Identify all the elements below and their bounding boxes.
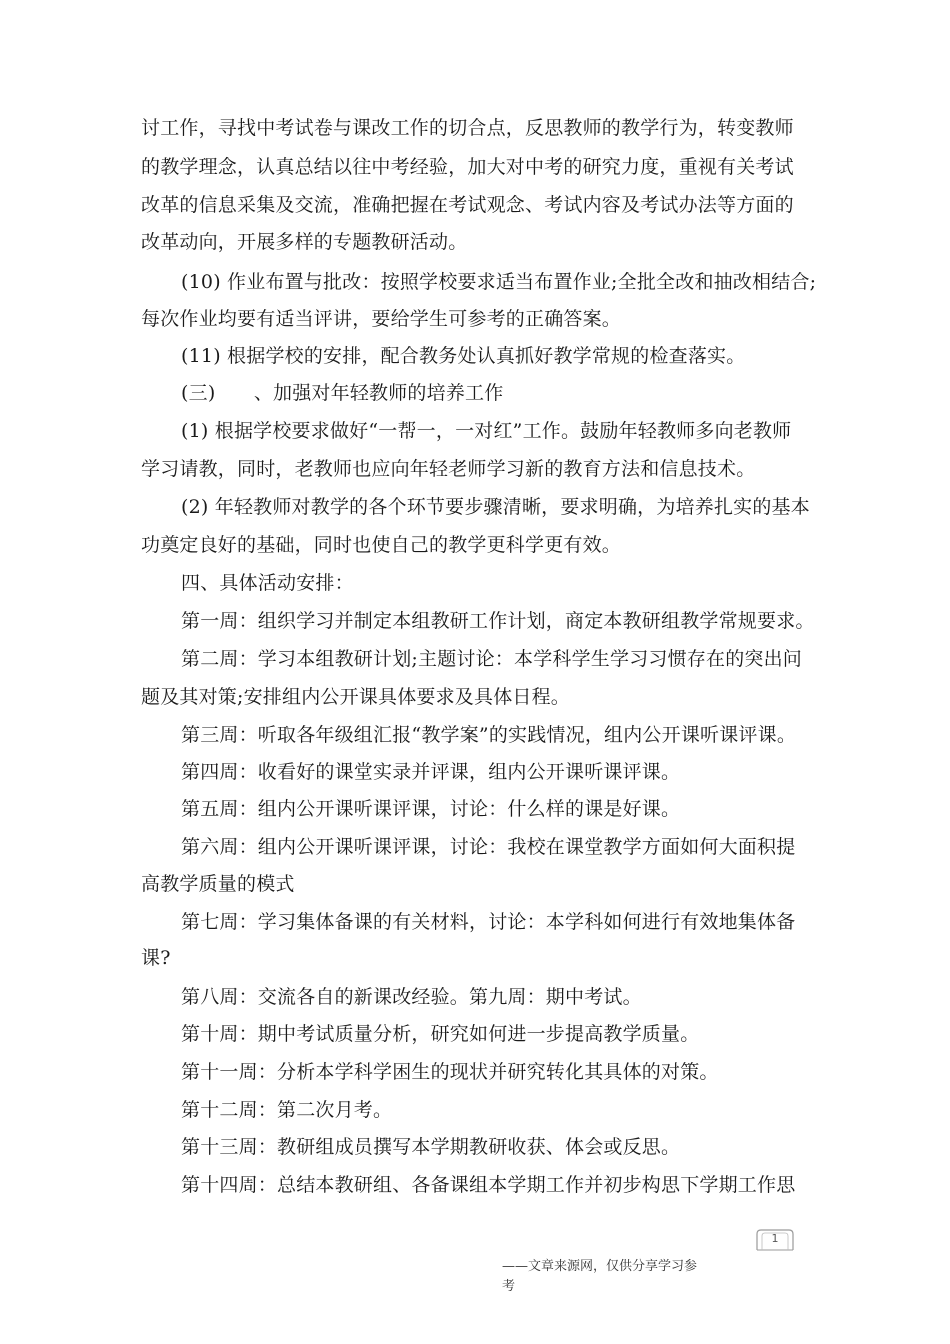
paragraph-line: (11) 根据学校的安排，配合教务处认真抓好教学常规的检查落实。 [181, 345, 746, 367]
page-number-badge [754, 1228, 796, 1252]
schedule-item: 第三周：听取各年级组汇报“教学案”的实践情况，组内公开课听课评课。 [181, 724, 797, 746]
schedule-item-continuation: 题及其对策;安排组内公开课具体要求及具体日程。 [141, 686, 571, 708]
schedule-item: 第一周：组织学习并制定本组教研工作计划，商定本教研组教学常规要求。 [181, 610, 815, 632]
footer-source-note: ——文章来源网，仅供分享学习参 [502, 1259, 698, 1274]
schedule-item: 第十四周：总结本教研组、各备课组本学期工作并初步构思下学期工作思 [181, 1174, 796, 1196]
footer-source-note-continuation: 考 [502, 1279, 516, 1294]
schedule-item: 第五周：组内公开课听课评课，讨论：什么样的课是好课。 [181, 798, 681, 820]
schedule-item: 第七周：学习集体备课的有关材料，讨论：本学科如何进行有效地集体备 [181, 911, 796, 933]
schedule-item-continuation: 高教学质量的模式 [141, 873, 295, 895]
schedule-item: 第十一周：分析本学科学困生的现状并研究转化其具体的对策。 [181, 1061, 719, 1083]
page-number: 1 [771, 1232, 779, 1245]
schedule-item: 第十二周：第二次月考。 [181, 1099, 393, 1121]
section-heading: 四、具体活动安排： [181, 572, 354, 594]
paragraph-line: 学习请教，同时，老教师也应向年轻老师学习新的教育方法和信息技术。 [141, 458, 756, 480]
schedule-item: 第八周：交流各自的新课改经验。第九周：期中考试。 [181, 986, 642, 1008]
paragraph-line: 的教学理念，认真总结以往中考经验，加大对中考的研究力度，重视有关考试 [141, 156, 794, 178]
section-heading: (三) 、加强对年轻教师的培养工作 [181, 382, 504, 404]
schedule-item: 第六周：组内公开课听课评课，讨论：我校在课堂教学方面如何大面积提 [181, 836, 796, 858]
paragraph-line: (2) 年轻教师对教学的各个环节要步骤清晰，要求明确，为培养扎实的基本 [181, 496, 810, 518]
schedule-item: 第十周：期中考试质量分析，研究如何进一步提高教学质量。 [181, 1023, 700, 1045]
paragraph-line: 改革的信息采集及交流，准确把握在考试观念、考试内容及考试办法等方面的 [141, 194, 794, 216]
paragraph-line: (10) 作业布置与批改：按照学校要求适当布置作业;全批全改和抽改相结合; [181, 271, 817, 293]
paragraph-line: 每次作业均要有适当评讲，要给学生可参考的正确答案。 [141, 308, 622, 330]
schedule-item: 第二周：学习本组教研计划;主题讨论：本学科学生学习习惯存在的突出问 [181, 648, 803, 670]
schedule-item: 第十三周：教研组成员撰写本学期教研收获、体会或反思。 [181, 1136, 681, 1158]
paragraph-line: 改革动向，开展多样的专题教研活动。 [141, 231, 468, 253]
paragraph-line: 功奠定良好的基础，同时也使自己的教学更科学更有效。 [141, 534, 622, 556]
schedule-item-continuation: 课? [141, 947, 171, 969]
paragraph-line: (1) 根据学校要求做好“一帮一，一对红”工作。鼓励年轻教师多向老教师 [181, 420, 792, 442]
schedule-item: 第四周：收看好的课堂实录并评课，组内公开课听课评课。 [181, 761, 681, 783]
paragraph-line: 讨工作，寻找中考试卷与课改工作的切合点，反思教师的教学行为，转变教师 [141, 117, 794, 139]
